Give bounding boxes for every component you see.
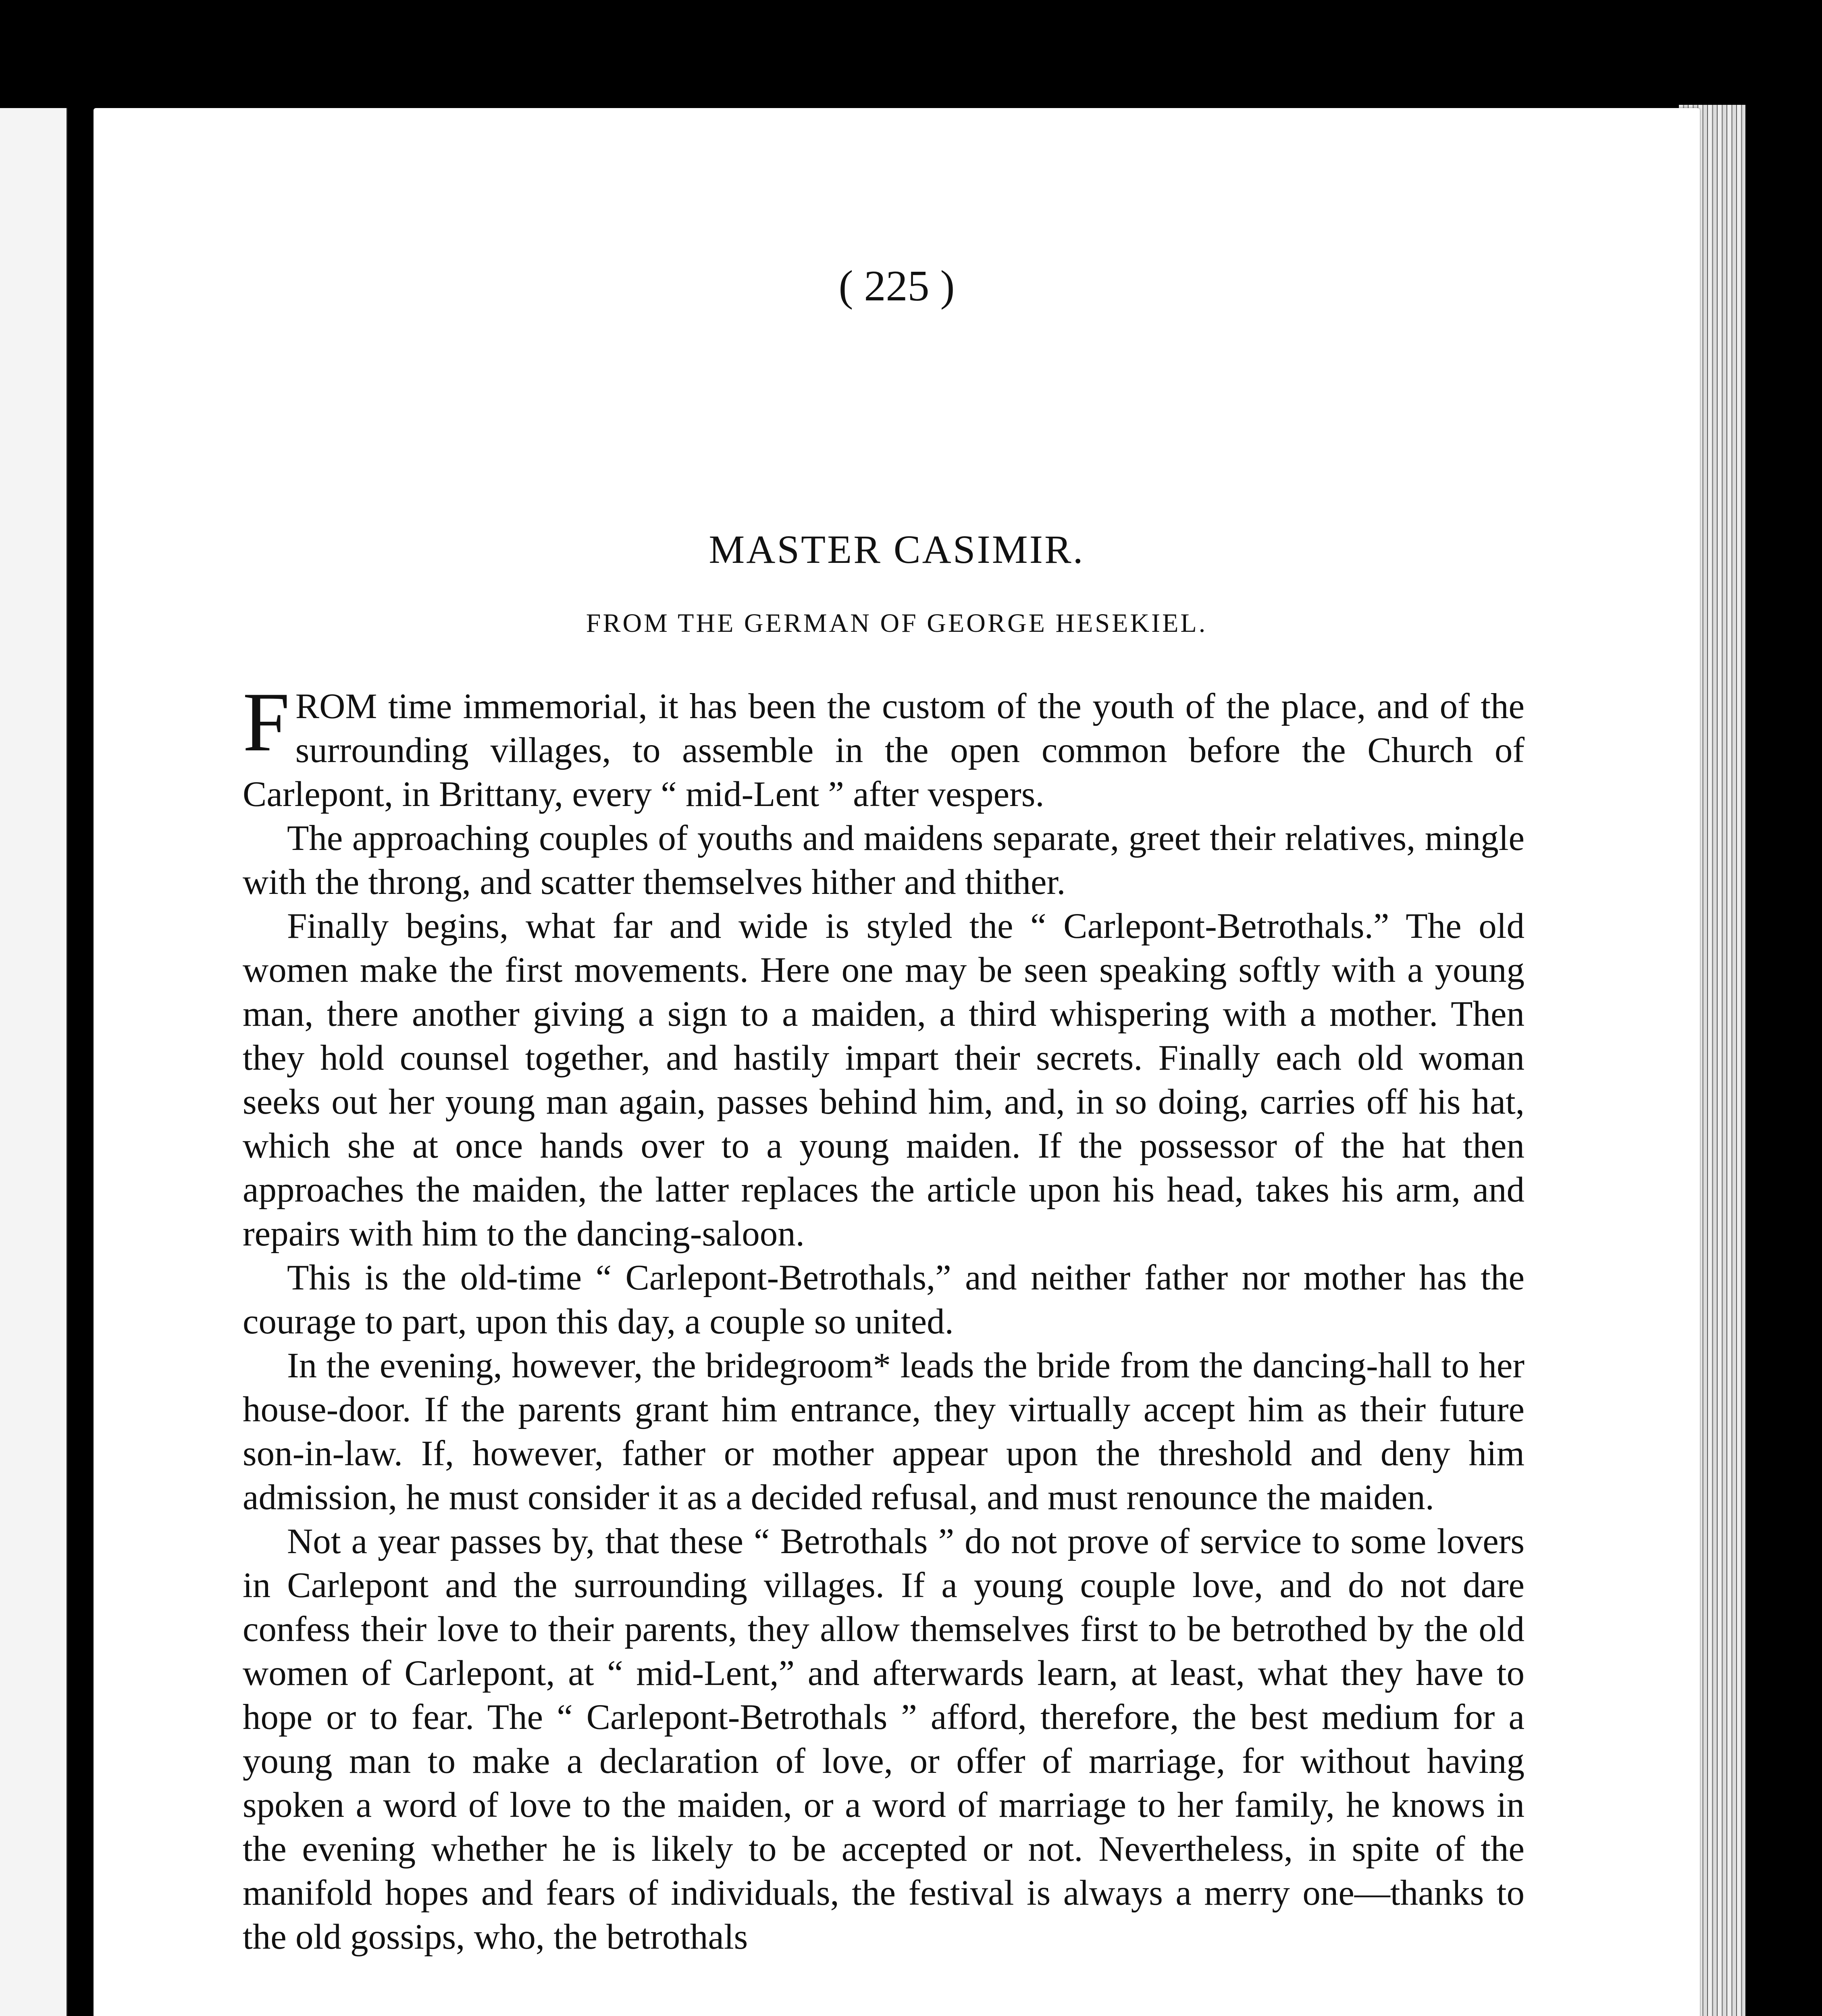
paragraph-4: This is the old-time “ Carlepont-Betrothals,” and neither father nor mother has the courage to part, upon this day, a couple so united.	[243, 1258, 1525, 1341]
book-page	[94, 108, 1700, 2016]
page-number: ( 225 )	[838, 262, 955, 310]
story-body	[243, 675, 1525, 1959]
paragraph-1	[243, 675, 1525, 816]
facing-page-edge	[0, 108, 68, 2016]
story-title: MASTER CASIMIR.	[709, 527, 1085, 572]
paragraph-6: Not a year passes by, that these “ Betrothals ” do not prove of service to some lovers in Carlepont and the surrounding villages. If a young couple love, and do not dare confess their love to their parents, they allow themselves first to be betrothed by the old women of Carlepont, at “ mid-Lent,” and afterwards learn, at least, what they have to hope or to fear. The “ Carlepont-Betrothals ” afford, therefore, the best medium for a young man to make a declaration of love, or offer of marriage, for without having spoken a word of love to the maiden, or a word of marriage to her family, he knows in the evening whether he is likely to be accepted or not. Nevertheless, in spite of the manifold hopes and fears of individuals, the festival is always a merry one—thanks to the old gossips, who, the betrothals	[243, 1522, 1525, 1957]
paragraph-1-text: ROM time immemorial, it has been the custom of the youth of the place, and of the surrounding villages, to assemble in the open common before the Church of Carlepont, in Brittany, every “ mid-Lent ” after vespers.	[243, 687, 1525, 814]
paragraph-5: In the evening, however, the bridegroom* leads the bride from the dancing-hall to her house-door. If the parents grant him entrance, they virtually accept him as their future son-in-law. If, however, father or mother appear upon the threshold and deny him admission, he must consider it as a decided refusal, and must renounce the maiden.	[243, 1346, 1525, 1517]
drop-cap: F	[243, 675, 290, 769]
story-subtitle: FROM THE GERMAN OF GEORGE HESEKIEL.	[586, 608, 1208, 638]
paragraph-2: The approaching couples of youths and maidens separate, greet their relatives, mingle with the throng, and scatter themselves hither and thither.	[243, 818, 1525, 902]
paragraph-3: Finally begins, what far and wide is styled the “ Carlepont-Betrothals.” The old women make the first movements. Here one may be seen speaking softly with a young man, there another giving a sign to a maiden, a third whispering with a mother. Then they hold counsel together, and hastily impart their secrets. Finally each old woman seeks out her young man again, passes behind him, and, in so doing, carries off his hat, which she at once hands over to a young maiden. If the possessor of the hat then approaches the maiden, the latter replaces the article upon his head, takes his arm, and repairs with him to the dancing-saloon.	[243, 906, 1525, 1254]
